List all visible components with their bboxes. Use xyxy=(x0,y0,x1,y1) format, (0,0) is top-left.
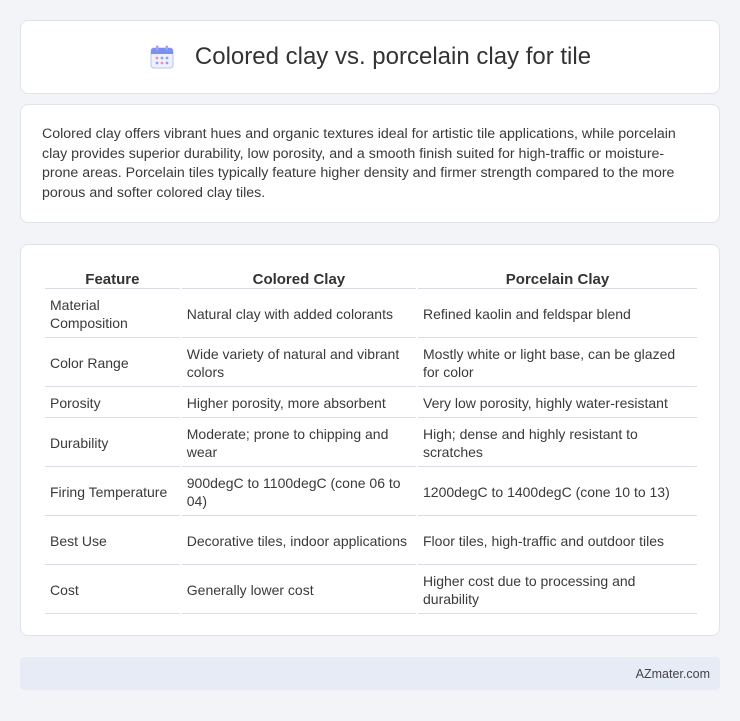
porcelain-clay-cell: 1200degC to 1400degC (cone 10 to 13) xyxy=(418,469,697,516)
footer-brand: AZmater.com xyxy=(635,666,710,681)
table-row xyxy=(45,518,697,565)
title-wrap xyxy=(149,43,591,71)
feature-cell: Porosity xyxy=(45,389,180,418)
porcelain-clay-cell: Floor tiles, high-traffic and outdoor tiles xyxy=(418,518,697,565)
intro-card xyxy=(20,104,720,223)
comparison-card xyxy=(20,244,720,636)
colored-clay-cell: 900degC to 1100degC (cone 06 to 04) xyxy=(182,469,416,516)
porcelain-clay-cell: Higher cost due to processing and durability xyxy=(418,567,697,614)
porcelain-clay-cell: Refined kaolin and feldspar blend xyxy=(418,291,697,338)
colored-clay-cell: Wide variety of natural and vibrant colors xyxy=(182,340,416,387)
table-row xyxy=(45,340,697,387)
feature-cell: Durability xyxy=(45,420,180,467)
table-row xyxy=(45,291,697,338)
feature-cell: Cost xyxy=(45,567,180,614)
title-card xyxy=(20,20,720,94)
table-row xyxy=(45,420,697,467)
porcelain-clay-cell: Very low porosity, highly water-resistant xyxy=(418,389,697,418)
header-colored-clay: Colored Clay xyxy=(182,267,416,289)
table-header-row xyxy=(45,267,697,289)
feature-cell: Best Use xyxy=(45,518,180,565)
header-feature: Feature xyxy=(45,267,180,289)
colored-clay-cell: Generally lower cost xyxy=(182,567,416,614)
table-row xyxy=(45,389,697,418)
colored-clay-cell: Natural clay with added colorants xyxy=(182,291,416,338)
header-porcelain-clay: Porcelain Clay xyxy=(418,267,697,289)
feature-cell: Color Range xyxy=(45,340,180,387)
page-title: Colored clay vs. porcelain clay for tile xyxy=(194,43,592,70)
feature-cell: Material Composition xyxy=(45,291,180,338)
colored-clay-cell: Higher porosity, more absorbent xyxy=(182,389,416,418)
footer-bar xyxy=(20,657,720,690)
colored-clay-cell: Moderate; prone to chipping and wear xyxy=(182,420,416,467)
colored-clay-cell: Decorative tiles, indoor applications xyxy=(182,518,416,565)
porcelain-clay-cell: Mostly white or light base, can be glazed for color xyxy=(418,340,697,387)
porcelain-clay-cell: High; dense and highly resistant to scratches xyxy=(418,420,697,467)
intro-text: Colored clay offers vibrant hues and organic textures ideal for artistic tile applications, while porcelain clay provides superior durability, low porosity, and a smooth finish suited for high-traffic or moisture-prone areas. Porcelain tiles typically feature higher density and firmer strength compared to the more porous and softer colored clay tiles. xyxy=(42,126,676,201)
calendar-icon xyxy=(149,44,175,70)
feature-cell: Firing Temperature xyxy=(45,469,180,516)
table-row xyxy=(45,567,697,614)
comparison-table xyxy=(43,265,699,616)
table-row xyxy=(45,469,697,516)
